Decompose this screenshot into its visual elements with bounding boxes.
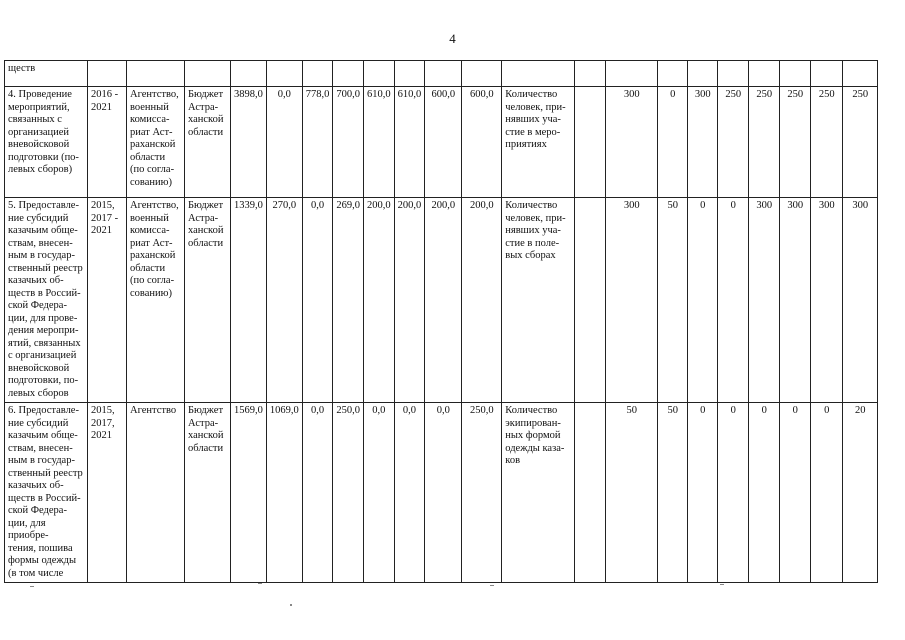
funding-year: 610,0 <box>394 87 425 198</box>
source-cell: Бюджет Астра- ханской области <box>185 87 231 198</box>
funding-year: 200,0 <box>425 198 462 403</box>
indicator-value: 0 <box>688 198 718 403</box>
funding-total: 1339,0 <box>231 198 267 403</box>
scan-speck <box>30 586 34 587</box>
indicator-value: 0 <box>718 403 749 583</box>
indicator-value: 0 <box>718 198 749 403</box>
funding-year: 0,0 <box>302 403 333 583</box>
funding-year: 610,0 <box>364 87 395 198</box>
funding-year: 270,0 <box>266 198 302 403</box>
activity-cell: 6. Предоставле- ние субсидий казачьим обще- ствам, внесен- ным в государ- ственный реестр казачьих об- ществ в Россий- ской Федера- ции, для приобре- тения, пошива формы одежды (в том числе <box>5 403 88 583</box>
funding-year: 700,0 <box>333 87 364 198</box>
page-number: 4 <box>449 31 456 46</box>
executor-cell: Агентство, военный комисса- риат Аст- раханской области (по согла- сованию) <box>127 87 185 198</box>
indicator-value: 300 <box>688 87 718 198</box>
funding-year: 269,0 <box>333 198 364 403</box>
indicator-value: 300 <box>843 198 878 403</box>
funding-year: 0,0 <box>266 87 302 198</box>
funding-total: 3898,0 <box>231 87 267 198</box>
activity-cell: 4. Проведение мероприятий, связанных с организацией вневойсковой подготовки (по- левых сборов) <box>5 87 88 198</box>
period-cell: 2015, 2017 - 2021 <box>88 198 127 403</box>
funding-year: 0,0 <box>394 403 425 583</box>
funding-year: 200,0 <box>394 198 425 403</box>
funding-year: 0,0 <box>425 403 462 583</box>
indicator-value: 300 <box>606 87 658 198</box>
table-row-continuation <box>5 61 878 87</box>
indicator-value: 0 <box>658 87 688 198</box>
period-cell: 2016 - 2021 <box>88 87 127 198</box>
unit-cell <box>575 198 606 403</box>
indicator-value: 300 <box>749 198 780 403</box>
indicator-value: 0 <box>811 403 843 583</box>
source-cell: Бюджет Астра- ханской области <box>185 198 231 403</box>
funding-year: 200,0 <box>462 198 502 403</box>
indicator-value: 250 <box>749 87 780 198</box>
scan-speck <box>490 585 494 586</box>
funding-total: 1569,0 <box>231 403 267 583</box>
funding-year: 250,0 <box>462 403 502 583</box>
table-row <box>5 198 878 403</box>
funding-year: 200,0 <box>364 198 395 403</box>
funding-year: 1069,0 <box>266 403 302 583</box>
funding-year: 600,0 <box>425 87 462 198</box>
unit-cell <box>575 87 606 198</box>
source-cell: Бюджет Астра- ханской области <box>185 403 231 583</box>
indicator-value: 300 <box>606 198 658 403</box>
indicator-cell: Количество экипирован- ных формой одежды каза- ков <box>502 403 575 583</box>
period-cell: 2015, 2017, 2021 <box>88 403 127 583</box>
funding-year: 250,0 <box>333 403 364 583</box>
scan-speck <box>720 584 724 585</box>
funding-year: 0,0 <box>364 403 395 583</box>
activity-cell: 5. Предоставле- ние субсидий казачьим обще- ствам, внесен- ным в государ- ственный реестр казачьих об- ществ в Россий- ской Федера- ции, для прове- дения меропри- ятий, связанных с организацией вневойсковой подготовки, по- левых сборов <box>5 198 88 403</box>
scan-speck <box>258 583 262 584</box>
indicator-value: 0 <box>688 403 718 583</box>
table-row <box>5 87 878 198</box>
indicator-value: 250 <box>843 87 878 198</box>
indicator-value: 300 <box>811 198 843 403</box>
indicator-value: 250 <box>718 87 749 198</box>
indicator-value: 250 <box>780 87 811 198</box>
unit-cell <box>575 403 606 583</box>
indicator-cell: Количество человек, при- нявших уча- стие в поле- вых сборах <box>502 198 575 403</box>
indicator-value: 50 <box>606 403 658 583</box>
scan-speck <box>290 604 292 606</box>
funding-year: 600,0 <box>462 87 502 198</box>
funding-year: 0,0 <box>302 198 333 403</box>
executor-cell: Агентство, военный комисса- риат Аст- раханской области (по согла- сованию) <box>127 198 185 403</box>
indicator-value: 50 <box>658 403 688 583</box>
table-row <box>5 403 878 583</box>
indicator-value: 0 <box>780 403 811 583</box>
activity-cell: ществ <box>5 61 88 87</box>
funding-year: 778,0 <box>302 87 333 198</box>
indicator-value: 20 <box>843 403 878 583</box>
indicator-value: 250 <box>811 87 843 198</box>
program-table <box>4 60 878 583</box>
indicator-value: 0 <box>749 403 780 583</box>
indicator-value: 50 <box>658 198 688 403</box>
executor-cell: Агентство <box>127 403 185 583</box>
scan-artifacts <box>0 580 905 610</box>
indicator-cell: Количество человек, при- нявших уча- стие в меро- приятиях <box>502 87 575 198</box>
indicator-value: 300 <box>780 198 811 403</box>
